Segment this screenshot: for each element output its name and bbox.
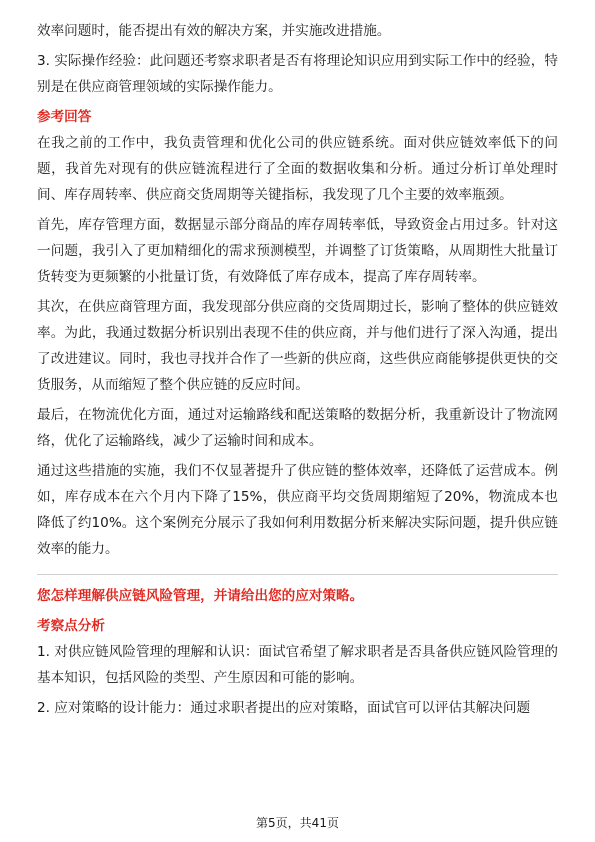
- analysis-item: 2. 应对策略的设计能力：通过求职者提出的应对策略，面试官可以评估其解决问题: [37, 700, 531, 716]
- answer-paragraph: 在我之前的工作中，我负责管理和优化公司的供应链系统。面对供应链效率低下的问题，我首先对现有的供应链流程进行了全面的数据收集和分析。通过分析订单处理时间、库存周转率、供应商交货周期等关键指标，我发现了几个主要的效率瓶颈。: [37, 135, 558, 203]
- answer-paragraph: 最后，在物流优化方面，通过对运输路线和配送策略的数据分析，我重新设计了物流网络，优化了运输路线，减少了运输时间和成本。: [37, 407, 558, 449]
- answer-paragraph: 首先，库存管理方面，数据显示部分商品的库存周转率低，导致资金占用过多。针对这一问题，我引入了更加精细化的需求预测模型，并调整了订货策略，从周期性大批量订货转变为更频繁的小批量订货，有效降低了库存成本，提高了库存周转率。: [37, 217, 558, 285]
- analysis-item-3: 3. 实际操作经验：此问题还考察求职者是否有将理论知识应用到实际工作中的经验，特别是在供应商管理领域的实际操作能力。: [37, 53, 558, 95]
- interview-question: 您怎样理解供应链风险管理，并请给出您的应对策略。: [37, 588, 364, 604]
- answer-paragraph: 其次，在供应商管理方面，我发现部分供应商的交货周期过长，影响了整体的供应链效率。为此，我通过数据分析识别出表现不佳的供应商，并与他们进行了深入沟通，提出了改进建议。同时，我也寻找并合作了一些新的供应商，这些供应商能够提供更快的交货服务，从而缩短了整个供应链的反应时间。: [37, 299, 558, 393]
- analysis-heading: 考察点分析: [37, 618, 105, 634]
- page-number: 第5页，共41页: [256, 816, 339, 830]
- analysis-item: 1. 对供应链风险管理的理解和认识：面试官希望了解求职者是否具备供应链风险管理的基本知识，包括风险的类型、产生原因和可能的影响。: [37, 644, 558, 686]
- reference-answer-heading: 参考回答: [37, 109, 92, 125]
- answer-paragraph: 通过这些措施的实施，我们不仅显著提升了供应链的整体效率，还降低了运营成本。例如，库存成本在六个月内下降了15%，供应商平均交货周期缩短了20%，物流成本也降低了约10%。这个案例充分展示了我如何利用数据分析来解决实际问题，提升供应链效率的能力。: [37, 463, 558, 557]
- section-divider: [37, 574, 558, 575]
- page-content: [37, 18, 558, 725]
- continued-text: 效率问题时，能否提出有效的解决方案，并实施改进措施。: [37, 23, 391, 39]
